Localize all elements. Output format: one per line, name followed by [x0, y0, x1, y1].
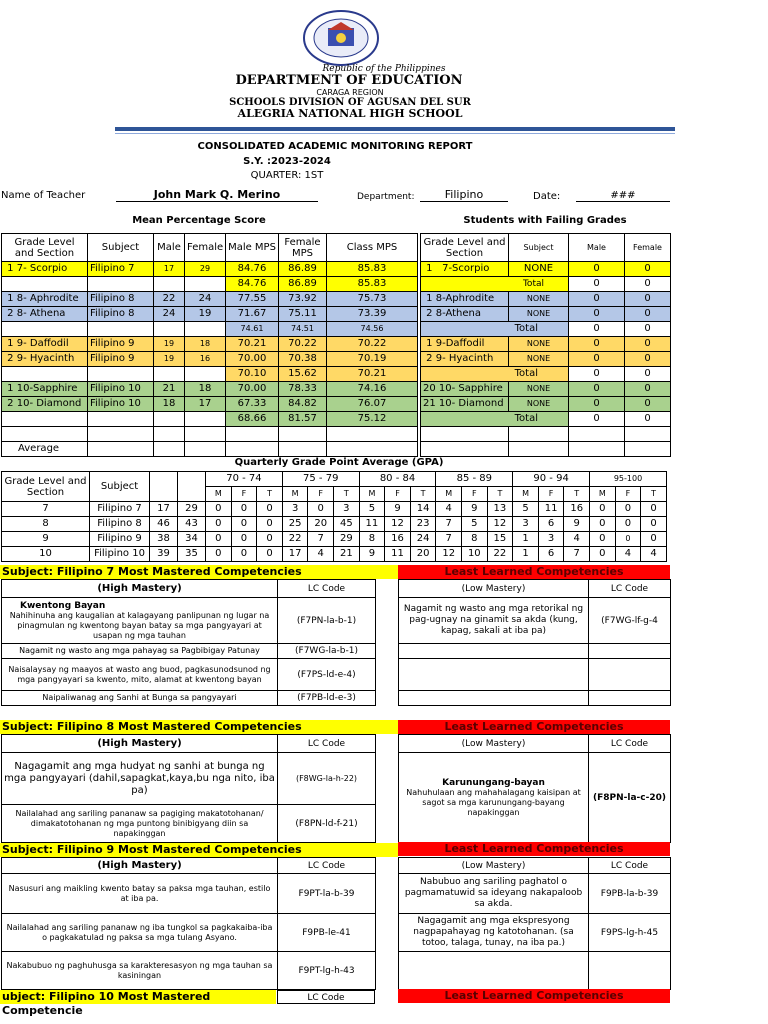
gpa-cell: 20 — [410, 547, 436, 562]
lc-code: F9PB-le-41 — [278, 914, 376, 952]
mps-header: Male MPS — [226, 234, 279, 262]
gpa-mft-header: M — [513, 487, 539, 502]
gpa-mft-header: F — [462, 487, 488, 502]
table-row: 1 9-Daffodil NONE 0 0 — [421, 337, 671, 352]
gpa-mft-header: T — [641, 487, 667, 502]
gpa-cell: 0 — [257, 547, 283, 562]
gpa-cell: 16 — [564, 502, 590, 517]
gpa-cell: 22 — [487, 547, 513, 562]
table-row — [2, 532, 667, 547]
competency-text: Nahihinuha ang kaugalian at kalagayang panlipunan ng lugar na pinagmulan ng kwentong bayan batay sa mga pangyayari at usapan ng mga tauhan — [9, 610, 270, 640]
lc-code-label: LC Code — [278, 580, 376, 598]
gpa-cell: 0 — [257, 502, 283, 517]
school-name: ALEGRIA NATIONAL HIGH SCHOOL — [237, 107, 463, 120]
gpa-cell: 1 — [513, 532, 539, 547]
lc-code-label: LC Code — [589, 580, 671, 598]
average-label: Average — [2, 442, 88, 457]
gpa-cell: 0 — [231, 502, 257, 517]
competency-text: Nagagamit ang mga ekspresyong nagpapahayag ng katotohanan. (sa totoo, talaga, tunay, na iba pa.) — [399, 914, 589, 952]
gpa-cell: 9 — [385, 502, 411, 517]
gpa-cell: Filipino 9 — [90, 532, 150, 547]
gpa-cell: 0 — [206, 502, 232, 517]
gpa-cell: Filipino 8 — [90, 517, 150, 532]
total-label: Total — [421, 412, 569, 427]
table-row: Total 0 0 — [421, 367, 671, 382]
gpa-cell: 24 — [410, 532, 436, 547]
lc-code-label: LC Code — [589, 858, 671, 874]
table-row — [421, 427, 671, 442]
gpa-cell: 29 — [334, 532, 360, 547]
table-row — [2, 517, 667, 532]
gpa-cell: 17 — [282, 547, 308, 562]
gpa-cell: 9 — [564, 517, 590, 532]
f7-least-title — [398, 565, 670, 579]
region-text: CARAGA REGION — [316, 88, 384, 97]
gpa-cell: 6 — [538, 547, 564, 562]
header-divider-thin — [115, 133, 675, 134]
gpa-mft-header: T — [257, 487, 283, 502]
gpa-cell: 0 — [231, 532, 257, 547]
total-label: Total — [421, 367, 569, 382]
gpa-cell: 43 — [178, 517, 206, 532]
gpa-cell: 7 — [436, 517, 462, 532]
competency-text: Nagamit ng wasto ang mga pahayag sa Pagbibigay Patunay — [2, 644, 278, 659]
gpa-mft-header: T — [564, 487, 590, 502]
total-label: Total — [421, 277, 569, 292]
gpa-cell: 22 — [282, 532, 308, 547]
gpa-cell: 4 — [564, 532, 590, 547]
f7-title: Subject: Filipino 7 Most Mastered Competencies — [0, 565, 398, 579]
competency-title: Karunungang-bayan — [442, 777, 545, 788]
department-label: Department: — [357, 192, 415, 202]
high-mastery-label: (High Mastery) — [2, 858, 278, 874]
gpa-cell: 12 — [487, 517, 513, 532]
table-row: 2 8- Athena Filipino 8 24 19 71.67 75.11 73.39 — [2, 307, 418, 322]
gpa-title: Quarterly Grade Point Average (GPA) — [234, 457, 444, 468]
gpa-range: 90 - 94 — [513, 472, 590, 487]
table-row: Total 0 0 — [421, 322, 671, 337]
lc-code-label: LC Code — [278, 735, 376, 753]
gpa-cell: 13 — [487, 502, 513, 517]
lc-code: (F7WG-la-b-1) — [278, 644, 376, 659]
gpa-mft-header: M — [359, 487, 385, 502]
gpa-cell: 4 — [436, 502, 462, 517]
mps-header: Class MPS — [327, 234, 418, 262]
gpa-cell: 46 — [150, 517, 178, 532]
gpa-cell: 0 — [257, 532, 283, 547]
gpa-header: Subject — [90, 472, 150, 502]
gpa-cell: 8 — [2, 517, 90, 532]
table-row — [2, 547, 667, 562]
gpa-cell: Filipino 7 — [90, 502, 150, 517]
gpa-mft-header: T — [334, 487, 360, 502]
table-row: 21 10- Diamond NONE 0 0 — [421, 397, 671, 412]
gpa-header: Grade Level and Section — [2, 472, 90, 502]
gpa-mft-header: F — [308, 487, 334, 502]
competency-text: Nasusuri ang maikling kwento batay sa paksa mga tauhan, estilo at iba pa. — [2, 874, 278, 914]
republic-text: Republic of the Philippines — [322, 64, 446, 74]
lc-code: (F7PB-ld-e-3) — [278, 691, 376, 706]
gpa-cell: 10 — [462, 547, 488, 562]
table-row: 1 9- Daffodil Filipino 9 19 18 70.21 70.22 70.22 — [2, 337, 418, 352]
gpa-cell: Filipino 10 — [90, 547, 150, 562]
competency-text: Nakabubuo ng paghuhusga sa karakteresasyon ng mga tauhan sa kasiningan — [2, 952, 278, 990]
gpa-cell: 4 — [641, 547, 667, 562]
f9-title: Subject: Filipino 9 Most Mastered Competencies — [0, 843, 398, 857]
gpa-mft-header: M — [206, 487, 232, 502]
gpa-cell: 23 — [410, 517, 436, 532]
table-row: 1 8-Aphrodite NONE 0 0 — [421, 292, 671, 307]
gpa-cell: 0 — [590, 547, 616, 562]
competency-text: Nahuhulaan ang mahahalagang kaisipan at sagot sa mga karunungang-bayang napakinggan — [406, 787, 581, 817]
failing-header: Subject — [509, 234, 569, 262]
lc-code: (F7PN-la-b-1) — [278, 598, 376, 644]
gpa-cell: 34 — [178, 532, 206, 547]
table-row: 74.61 74.51 74.56 — [2, 322, 418, 337]
lc-code: F9PT-la-b-39 — [278, 874, 376, 914]
lc-code: (F8PN-ld-f-21) — [278, 805, 376, 843]
failing-header: Female — [625, 234, 671, 262]
competency-text: Naipaliwanag ang Sanhi at Bunga sa pangyayari — [2, 691, 278, 706]
gpa-cell: 3 — [513, 517, 539, 532]
mps-header: Subject — [88, 234, 154, 262]
table-row: 1 7- Scorpio Filipino 7 17 29 84.76 86.89 85.83 — [2, 262, 418, 277]
table-row: 1 7-Scorpio NONE 0 0 — [421, 262, 671, 277]
mps-header: Grade Level and Section — [2, 234, 88, 262]
gpa-cell: 29 — [178, 502, 206, 517]
least-label: Least Learned Competencies — [444, 565, 624, 578]
lc-code: F9PS-lg-h-45 — [589, 914, 671, 952]
gpa-cell: 10 — [2, 547, 90, 562]
gpa-cell: 7 — [564, 547, 590, 562]
gpa-cell: 5 — [359, 502, 385, 517]
gpa-cell: 9 — [359, 547, 385, 562]
table-row: 2 8-Athena NONE 0 0 — [421, 307, 671, 322]
failing-header: Grade Level and Section — [421, 234, 509, 262]
gpa-cell: 0 — [308, 502, 334, 517]
department-value: Filipino — [420, 188, 508, 202]
table-row: 2 10- Diamond Filipino 10 18 17 67.33 84.82 76.07 — [2, 397, 418, 412]
gpa-range: 85 - 89 — [436, 472, 513, 487]
table-row: 1 10-Sapphire Filipino 10 21 18 70.00 78.33 74.16 — [2, 382, 418, 397]
table-row — [421, 442, 671, 457]
gpa-cell: 12 — [385, 517, 411, 532]
gpa-cell: 8 — [359, 532, 385, 547]
least-label: Least Learned Competencies — [444, 989, 624, 1002]
gpa-mft-header: M — [590, 487, 616, 502]
gpa-cell: 3 — [334, 502, 360, 517]
gpa-mft-header: F — [538, 487, 564, 502]
gpa-cell: 0 — [615, 517, 641, 532]
gpa-cell: 0 — [615, 532, 641, 547]
gpa-cell: 0 — [231, 517, 257, 532]
table-row — [2, 502, 667, 517]
gpa-mft-header: F — [385, 487, 411, 502]
gpa-cell: 35 — [178, 547, 206, 562]
table-row — [2, 442, 418, 457]
gpa-cell: 0 — [641, 532, 667, 547]
gpa-cell: 0 — [590, 532, 616, 547]
gpa-cell: 21 — [334, 547, 360, 562]
lc-code: (F7WG-lf-g-4 — [589, 598, 671, 644]
least-label: Least Learned Competencies — [444, 842, 624, 855]
gpa-cell: 9 — [462, 502, 488, 517]
gpa-cell: 6 — [538, 517, 564, 532]
gpa-range: 80 - 84 — [359, 472, 436, 487]
lc-code-label: LC Code — [278, 858, 376, 874]
gpa-range: 70 - 74 — [206, 472, 283, 487]
competency-text: Naisalaysay ng maayos at wasto ang buod, pagkasunodsunod ng mga pangyayari sa kwento, mito, alamat at kwentong bayan — [2, 659, 278, 691]
gpa-cell: 4 — [308, 547, 334, 562]
f10-least-title — [398, 989, 670, 1003]
gpa-cell: 7 — [436, 532, 462, 547]
gpa-range: 75 - 79 — [282, 472, 359, 487]
table-row: Total 0 0 — [421, 412, 671, 427]
f7-high-table — [1, 579, 376, 706]
school-year: S.Y. :2023-2024 — [243, 156, 331, 167]
table-row: 68.66 81.57 75.12 — [2, 412, 418, 427]
gpa-cell: 0 — [641, 517, 667, 532]
gpa-cell: 0 — [590, 502, 616, 517]
low-mastery-label: (Low Mastery) — [399, 735, 589, 753]
division-text: SCHOOLS DIVISION OF AGUSAN DEL SUR — [229, 97, 471, 108]
high-mastery-label: (High Mastery) — [2, 735, 278, 753]
low-mastery-label: (Low Mastery) — [399, 580, 589, 598]
mps-table — [1, 233, 418, 457]
competency-text: Nailalahad ang sariling pananaw sa pagiging makatotohanan/ dimakatotohanan ng mga puntong binibigyang diin sa napakinggan — [2, 805, 278, 843]
low-mastery-label: (Low Mastery) — [399, 858, 589, 874]
gpa-cell: 11 — [359, 517, 385, 532]
gpa-cell: 3 — [282, 502, 308, 517]
gpa-cell: 0 — [206, 532, 232, 547]
table-row: 2 9- Hyacinth Filipino 9 19 16 70.00 70.38 70.19 — [2, 352, 418, 367]
gpa-cell: 5 — [462, 517, 488, 532]
table-row: 70.10 15.62 70.21 — [2, 367, 418, 382]
quarter: QUARTER: 1ST — [250, 170, 324, 181]
gpa-table — [1, 471, 667, 562]
gpa-cell: 4 — [615, 547, 641, 562]
competency-text: Nailalahad ang sariling pananaw ng iba tungkol sa pagkakaiba-iba o pagkakatulad ng paksa sa mga tulang Asyano. — [2, 914, 278, 952]
gpa-cell: 38 — [150, 532, 178, 547]
f7-low-table — [398, 579, 671, 706]
teacher-name: John Mark Q. Merino — [116, 188, 318, 202]
date-label: Date: — [533, 191, 561, 202]
gpa-cell: 9 — [2, 532, 90, 547]
gpa-cell: 7 — [2, 502, 90, 517]
table-row: Total 0 0 — [421, 277, 671, 292]
table-row: 20 10- Sapphire NONE 0 0 — [421, 382, 671, 397]
gpa-cell: 11 — [385, 547, 411, 562]
gpa-cell: 0 — [257, 517, 283, 532]
f10-title: ubject: Filipino 10 Most Mastered Competencie — [0, 990, 276, 1004]
gpa-mft-header: M — [282, 487, 308, 502]
gpa-cell: 0 — [590, 517, 616, 532]
gpa-mft-header: M — [436, 487, 462, 502]
gpa-cell: 45 — [334, 517, 360, 532]
gpa-mft-header: T — [487, 487, 513, 502]
gpa-cell: 39 — [150, 547, 178, 562]
lc-code: (F8PN-la-c-20) — [589, 753, 671, 843]
failing-table — [420, 233, 671, 457]
f8-low-table — [398, 734, 671, 843]
lc-code-label: LC Code — [589, 735, 671, 753]
gpa-cell: 0 — [206, 517, 232, 532]
gpa-cell: 25 — [282, 517, 308, 532]
gpa-mft-header: F — [615, 487, 641, 502]
deped-seal — [302, 10, 380, 66]
gpa-cell: 11 — [538, 502, 564, 517]
gpa-cell: 14 — [410, 502, 436, 517]
f8-least-title — [398, 720, 670, 734]
competency-text: Nagagamit ang mga hudyat ng sanhi at bunga ng mga pangyayari (dahil,sapagkat,kaya,bu nga nito, iba pa) — [2, 753, 278, 805]
lc-code: (F7PS-ld-e-4) — [278, 659, 376, 691]
mps-header: Male — [154, 234, 185, 262]
lc-code: (F8WG-la-h-22) — [278, 753, 376, 805]
f9-least-title — [398, 842, 670, 856]
table-row: 2 9- Hyacinth NONE 0 0 — [421, 352, 671, 367]
gpa-mft-header: F — [231, 487, 257, 502]
gpa-range: 95-100 — [590, 472, 667, 487]
header-divider — [115, 127, 675, 131]
gpa-cell: 17 — [150, 502, 178, 517]
competency-text: Nabubuo ang sariling paghatol o pagmamatuwid sa ideyang nakapaloob sa akda. — [399, 874, 589, 914]
gpa-cell: 15 — [487, 532, 513, 547]
lc-code: F9PT-lg-h-43 — [278, 952, 376, 990]
gpa-cell: 7 — [308, 532, 334, 547]
f9-high-table — [1, 857, 376, 990]
gpa-cell: 8 — [462, 532, 488, 547]
gpa-cell: 12 — [436, 547, 462, 562]
table-row: 1 8- Aphrodite Filipino 8 22 24 77.55 73.92 75.73 — [2, 292, 418, 307]
gpa-cell: 20 — [308, 517, 334, 532]
high-mastery-label: (High Mastery) — [2, 580, 278, 598]
department-title: DEPARTMENT OF EDUCATION — [235, 73, 463, 88]
gpa-cell: 5 — [513, 502, 539, 517]
competency-text: Nagamit ng wasto ang mga retorikal ng pag-ugnay na ginamit sa akda (kung, kapag, sakali at iba pa) — [399, 598, 589, 644]
f8-title: Subject: Filipino 8 Most Mastered Competencies — [0, 720, 398, 734]
failing-title: Students with Failing Grades — [463, 215, 627, 226]
gpa-cell: 3 — [538, 532, 564, 547]
date-value: ### — [576, 190, 670, 202]
teacher-label: Name of Teacher — [1, 190, 86, 201]
gpa-cell: 0 — [231, 547, 257, 562]
gpa-cell: 16 — [385, 532, 411, 547]
total-label: Total — [421, 322, 569, 337]
report-title: CONSOLIDATED ACADEMIC MONITORING REPORT — [197, 141, 473, 152]
failing-header: Male — [569, 234, 625, 262]
gpa-cell: 0 — [206, 547, 232, 562]
f8-high-table — [1, 734, 376, 843]
mps-header: Female MPS — [279, 234, 327, 262]
competency-title: Kwentong Bayan — [20, 600, 106, 611]
least-label: Least Learned Competencies — [444, 720, 624, 733]
f9-low-table — [398, 857, 671, 990]
gpa-mft-header: T — [410, 487, 436, 502]
mps-title: Mean Percentage Score — [132, 215, 266, 226]
lc-code: F9PB-la-b-39 — [589, 874, 671, 914]
table-row: 84.76 86.89 85.83 — [2, 277, 418, 292]
gpa-cell: 1 — [513, 547, 539, 562]
gpa-cell: 0 — [615, 502, 641, 517]
gpa-cell: 0 — [641, 502, 667, 517]
mps-header: Female — [185, 234, 226, 262]
table-row — [2, 427, 418, 442]
f10-lc-code: LC Code — [277, 990, 375, 1004]
